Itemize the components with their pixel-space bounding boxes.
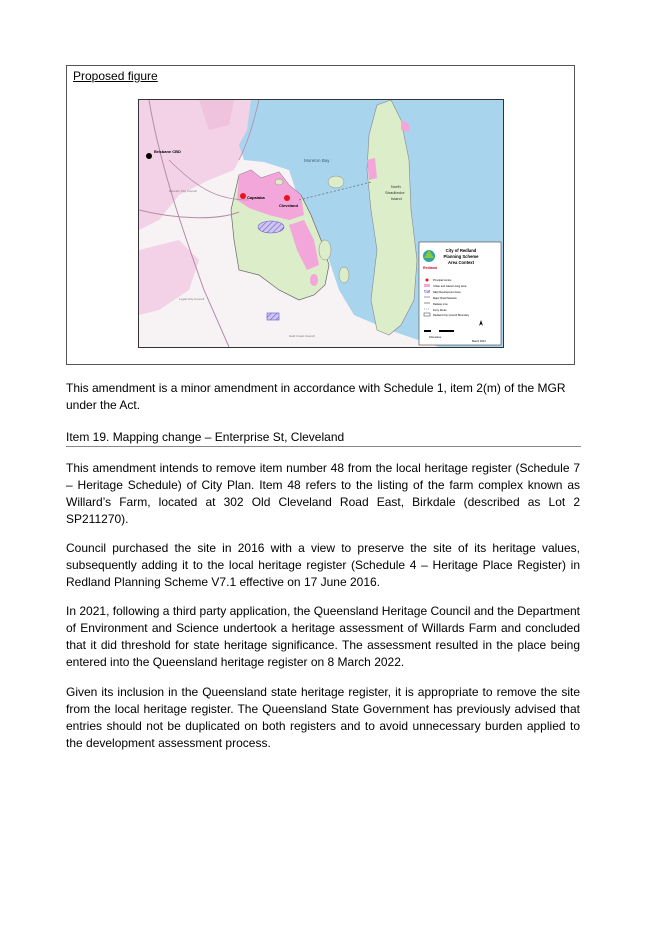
island-small bbox=[275, 179, 283, 185]
label-stradbroke-3: Island bbox=[391, 196, 402, 201]
legend-item-4: Major Road Network bbox=[433, 297, 457, 300]
paragraph-3: In 2021, following a third party application, the Queensland Heritage Council and the Department of Environment and Science undertook a heritage assessment of Willards Farm and concluded that it did threshold for state heritage significance. The assessment resulted in the place being entered into the Queensland heritage register on 8 March 2022. bbox=[66, 604, 580, 669]
section-heading: Item 19. Mapping change – Enterprise St, Cleveland bbox=[66, 429, 581, 447]
island-karragarra bbox=[310, 274, 318, 286]
paragraph-2: Council purchased the site in 2016 with a view to preserve the site of its heritage values, subsequently adding it to the local heritage register (Schedule 4 – Heritage Place Register) in Redland Planning Scheme V7.1 effective on 17 June 2016. bbox=[66, 541, 580, 589]
island-coochiemudlo bbox=[328, 176, 344, 188]
legend-scale-bar-gap bbox=[431, 330, 439, 332]
map-legend bbox=[419, 242, 501, 345]
legend-date: March 2024 bbox=[472, 340, 486, 343]
legend-item-5: Railway Line bbox=[433, 303, 448, 306]
label-stradbroke-2: Stradbroke bbox=[385, 190, 405, 195]
legend-logo-text: Redland bbox=[423, 266, 438, 270]
paragraph-1: This amendment intends to remove item number 48 from the local heritage register (Schedule 7 – Heritage Schedule) of City Plan. Item 48 refers to the listing of the farm complex known as Willard’s Farm, located at 302 Old Cleveland Road East, Birkdale (described as Lot 2 SP211270). bbox=[66, 461, 580, 526]
paragraph-minor-amendment: This amendment is a minor amendment in accordance with Schedule 1, item 2(m) of the MGR under the Act. bbox=[66, 381, 566, 412]
label-capalaba: Capalaba bbox=[247, 195, 265, 200]
legend-title-2: Planning Scheme bbox=[443, 254, 479, 259]
figure-box bbox=[66, 65, 575, 365]
legend-item-6: Ferry Route bbox=[433, 309, 447, 312]
label-gold-coast: Gold Coast Council bbox=[289, 334, 315, 338]
legend-item-1: Principal Centre bbox=[433, 279, 452, 282]
island-macleay bbox=[319, 240, 331, 260]
label-brisbane: Brisbane CBD bbox=[154, 149, 181, 154]
legend-swatch-seq bbox=[424, 290, 430, 293]
legend-scale-label: Kilometres bbox=[429, 336, 442, 339]
legend-title-1: City of Redland bbox=[445, 248, 477, 253]
seq-development-area bbox=[258, 221, 284, 233]
legend-swatch-urban bbox=[424, 284, 430, 287]
capalaba-marker bbox=[240, 193, 246, 199]
legend-item-3: SEQ Development Area bbox=[433, 291, 461, 294]
legend-title-3: Area Context bbox=[447, 260, 475, 265]
figure-caption: Proposed figure bbox=[73, 69, 158, 83]
legend-swatch-centre bbox=[426, 279, 429, 282]
label-logan-city: Logan City Council bbox=[179, 297, 205, 301]
brisbane-cbd-marker bbox=[146, 153, 152, 159]
map-image bbox=[138, 99, 504, 348]
paragraph-4: Given its inclusion in the Queensland state heritage register, it is appropriate to remove the site from the local heritage register. The Queensland State Government has previously advised that entries should not be duplicated on both registers and to avoid unnecessary burden applied to the development assessment process. bbox=[66, 685, 580, 750]
cleveland-marker bbox=[284, 195, 290, 201]
label-cleveland: Cleveland bbox=[279, 203, 298, 208]
legend-item-2: Urban and Island Living Area bbox=[433, 285, 467, 288]
seq-development-south bbox=[267, 313, 279, 320]
map-svg bbox=[139, 100, 503, 347]
label-moreton-bay: Moreton Bay bbox=[304, 158, 330, 163]
island-russell bbox=[339, 267, 349, 283]
label-moreton-city: Moreton City Council bbox=[169, 189, 197, 193]
label-stradbroke-1: North bbox=[391, 184, 401, 189]
legend-item-7: Redland City Council Boundary bbox=[433, 314, 470, 317]
